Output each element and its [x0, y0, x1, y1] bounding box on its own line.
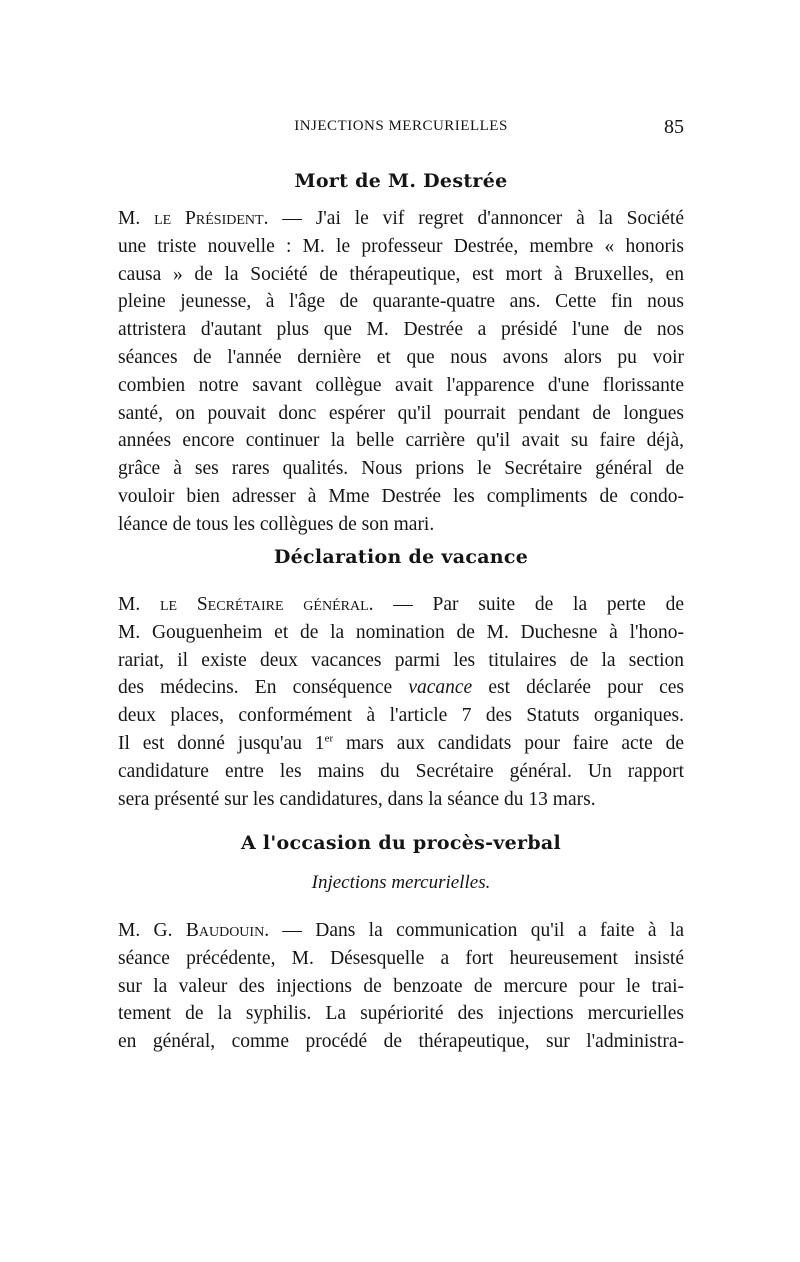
ordinal-suffix: er [324, 732, 334, 745]
running-header [118, 116, 684, 140]
running-title: INJECTIONS MERCURIELLES [294, 118, 508, 134]
text-line: sur la valeur des injections de benzoate de mercure pour le trai- [118, 975, 684, 997]
text-line: — Par suite de la perte de [373, 594, 684, 615]
text-line: candidature entre les mains du Secrétaire général. Un rapport [118, 760, 684, 782]
text-line: années encore continuer la belle carrière qu'il avait su faire déjà, [118, 430, 684, 452]
text-segment: Il est donné jusqu'au 1 [118, 732, 325, 754]
text-segment: est déclarée pour ces [472, 677, 684, 699]
paragraph-baudouin [118, 917, 684, 1056]
section-heading-declaration-vacance: Déclaration de vacance [273, 546, 529, 568]
text-line: deux places, conformément à l'article 7 des Statuts organiques. [118, 705, 684, 727]
section-heading-mort-destree: Mort de M. Destrée [294, 170, 508, 192]
text-line: séance précédente, M. Désesquelle a fort heureusement insisté [118, 947, 684, 969]
subheading-injections: Injections mercurielles. [311, 872, 491, 893]
speaker-name: M. le Secrétaire général. [118, 594, 374, 615]
text-line: M. Gouguenheim et de la nomination de M. Duchesne à l'hono- [118, 621, 684, 643]
text-line: santé, on pouvait donc espérer qu'il pourrait pendant de longues [118, 402, 684, 424]
text-line: combien notre savant collègue avait l'apparence d'une florissante [118, 374, 684, 396]
paragraph-president [118, 205, 684, 539]
text-line: grâce à ses rares qualités. Nous prions le Secrétaire général de [118, 458, 684, 480]
text-line: une triste nouvelle : M. le professeur Destrée, membre « honoris [118, 235, 684, 257]
text-line: en général, comme procédé de thérapeutique, sur l'administra- [118, 1031, 684, 1053]
text-line: vouloir bien adresser à Mme Destrée les compliments de condo- [118, 485, 684, 507]
text-segment: mars aux candidats pour faire acte de [333, 732, 685, 754]
text-line: léance de tous les collègues de son mari. [118, 513, 435, 535]
text-line: sera présenté sur les candidatures, dans la séance du 13 mars. [118, 788, 596, 810]
text-line: — Dans la communication qu'il a faite à la [269, 920, 684, 941]
paragraph-secretaire [118, 591, 684, 813]
text-line: — J'ai le vif regret d'annoncer à la Société [268, 208, 684, 229]
text-line: causa » de la Société de thérapeutique, est mort à Bruxelles, en [118, 263, 684, 285]
speaker-name: M. le Président. [118, 208, 269, 229]
section-heading-proces-verbal: A l'occasion du procès-verbal [240, 832, 562, 854]
speaker-name: M. G. Baudouin. [118, 920, 270, 941]
text-segment: des médecins. En conséquence [118, 677, 409, 699]
text-line: pleine jeunesse, à l'âge de quarante-quatre ans. Cette fin nous [118, 291, 684, 313]
text-line: rariat, il existe deux vacances parmi les titulaires de la section [118, 649, 684, 671]
italic-word: vacance [408, 677, 473, 699]
text-line: attristera d'autant plus que M. Destrée a présidé l'une de nos [118, 319, 684, 341]
text-line: séances de l'année dernière et que nous avons alors pu voir [118, 346, 684, 368]
text-line: tement de la syphilis. La supériorité des injections mercurielles [118, 1003, 684, 1025]
page-number: 85 [664, 116, 684, 138]
